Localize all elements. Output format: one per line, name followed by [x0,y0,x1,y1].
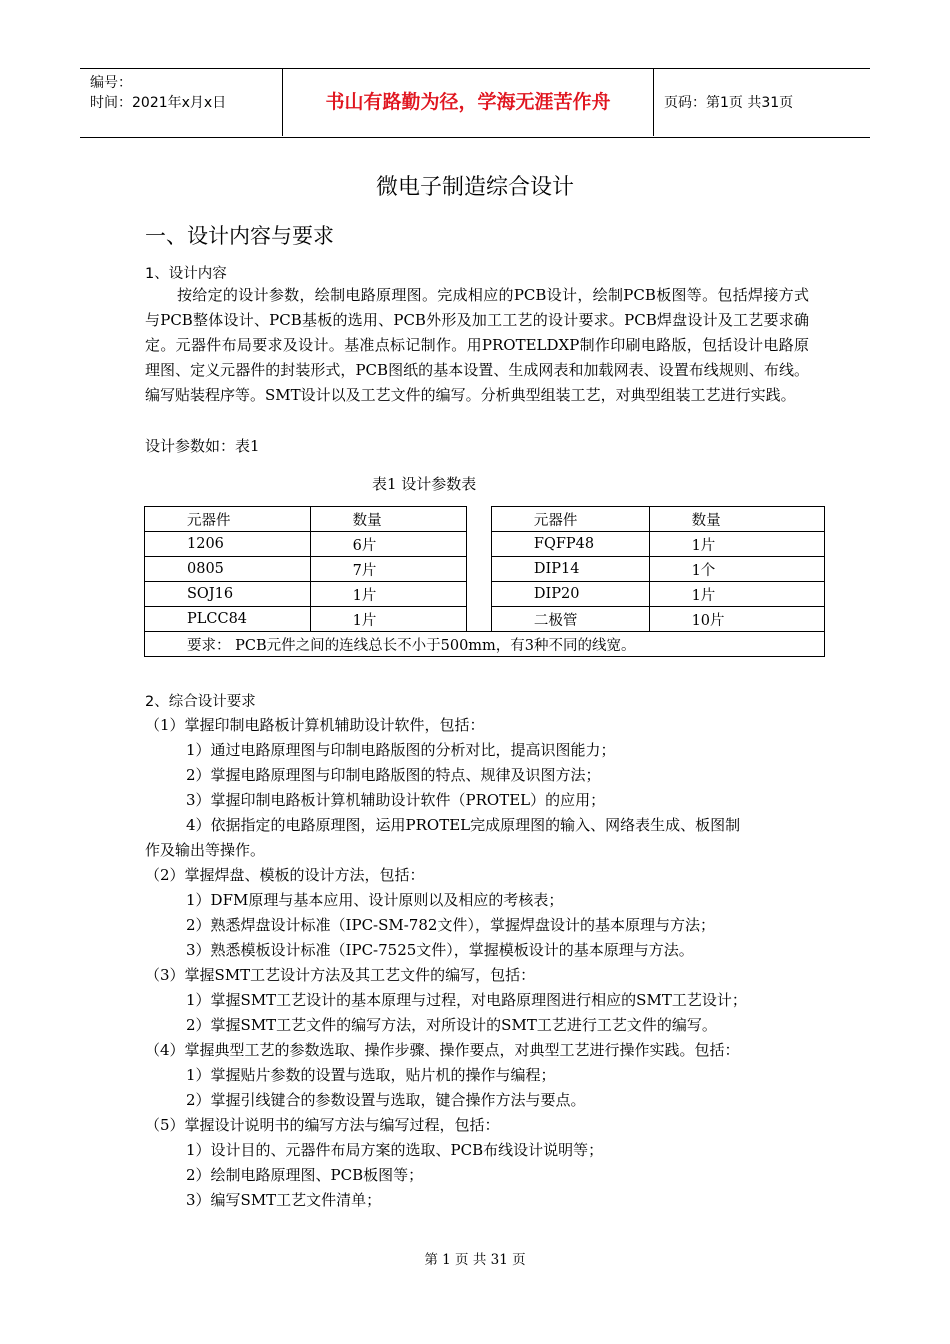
design-parameter-table [144,506,825,657]
table-cell: PLCC84 [145,607,311,632]
table-cell: 1206 [145,532,311,557]
table-cell: 1片 [310,582,466,607]
table-caption: 表1 设计参数表 [372,475,477,493]
list-item: 1）设计目的、元器件布局方案的选取、PCB布线设计说明等； [186,1141,604,1159]
list-item: （1）掌握印制电路板计算机辅助设计软件，包括： [145,716,485,734]
list-item: 2）绘制电路原理图、PCB板图等； [186,1166,424,1184]
list-item: 3）熟悉模板设计标准（IPC-7525文件），掌握模板设计的基本原理与方法。 [186,941,694,959]
document-time-label: 时间：2021年x月x日 [90,95,227,111]
list-item: 3）编写SMT工艺文件清单； [186,1191,382,1209]
list-item: 4）依据指定的电路原理图，运用PROTEL完成原理图的输入、网络表生成、板图制 [186,816,741,834]
header-page-label: 页码：第1页 共31页 [664,95,794,111]
list-item: （4）掌握典型工艺的参数选取、操作步骤、操作要点，对典型工艺进行操作实践。包括： [145,1041,740,1059]
table-header-cell: 数量 [649,507,824,532]
header-meta [90,73,226,113]
table-cell: 1个 [649,557,824,582]
document-title: 微电子制造综合设计 [375,175,574,200]
list-item: 3）掌握印制电路板计算机辅助设计软件（PROTEL）的应用； [186,791,606,809]
table-cell: 6片 [310,532,466,557]
table-header-cell: 元器件 [491,507,649,532]
table-cell: 1片 [649,532,824,557]
list-item: 作及输出等操作。 [145,841,266,859]
table-gap [467,507,492,632]
table-cell: 7片 [310,557,466,582]
subsection-heading-design-content: 1、设计内容 [145,266,227,282]
table-cell: DIP14 [491,557,649,582]
table-cell: 0805 [145,557,311,582]
list-item: （5）掌握设计说明书的编写方法与编写过程，包括： [145,1116,500,1134]
param-note: 设计参数如：表1 [145,437,260,455]
page-footer: 第 1 页 共 31 页 [424,1252,526,1268]
table-cell: 10片 [649,607,824,632]
list-item: （2）掌握焊盘、模板的设计方法，包括： [145,866,425,884]
list-item: 1）DFM原理与基本应用、设计原则以及相应的考核表； [186,891,564,909]
table-cell: SOJ16 [145,582,311,607]
table-cell: 二极管 [491,607,649,632]
list-item: 2）掌握电路原理图与印制电路版图的特点、规律及识图方法； [186,766,601,784]
list-item: 1）掌握SMT工艺设计的基本原理与过程，对电路原理图进行相应的SMT工艺设计； [186,991,747,1009]
header-motto-cell [282,68,654,136]
table-header-row [145,507,825,532]
list-item: 2）熟悉焊盘设计标准（IPC-SM-782文件），掌握焊盘设计的基本原理与方法； [186,916,715,934]
subsection-heading-comprehensive-requirements: 2、综合设计要求 [145,694,256,710]
list-item: 1）掌握贴片参数的设置与选取，贴片机的操作与编程； [186,1066,556,1084]
table-cell: 1片 [649,582,824,607]
header-motto: 书山有路勤为径，学海无涯苦作舟 [325,91,611,113]
table-cell: 1片 [310,607,466,632]
list-item: 1）通过电路原理图与印制电路版图的分析对比，提高识图能力； [186,741,616,759]
section-heading: 一、设计内容与要求 [145,224,334,248]
table-requirement: 要求： PCB元件之间的连线总长不小于500mm，有3种不同的线宽。 [145,632,825,657]
list-item: 2）掌握SMT工艺文件的编写方法，对所设计的SMT工艺进行工艺文件的编写。 [186,1016,717,1034]
table-header-cell: 数量 [310,507,466,532]
document-number-label: 编号： [90,75,132,91]
design-content-paragraph: 按给定的设计参数，绘制电路原理图。完成相应的PCB设计，绘制PCB板图等。包括焊接方式与PCB整体设计、PCB基板的选用、PCB外形及加工工艺的设计要求。PCB焊盘设计及工艺要求确定。元器件布局要求及设计。基准点标记制作。用PROTELDXP制作印刷电路版，包括设计电路原理图、定义元器件的封装形式，PCB图纸的基本设置、生成网表和加载网表、设置布线规则、布线。编写贴装程序等。SMT设计以及工艺文件的编写。分析典型组装工艺，对典型组装工艺进行实践。 [145,286,809,404]
list-item: 2）掌握引线键合的参数设置与选取，键合操作方法与要点。 [186,1091,586,1109]
page-header [80,68,870,138]
table-cell: FQFP48 [491,532,649,557]
list-item: （3）掌握SMT工艺设计方法及其工艺文件的编写，包括： [145,966,536,984]
table-cell: DIP20 [491,582,649,607]
table-header-cell: 元器件 [145,507,311,532]
table-requirement-row [145,632,825,657]
